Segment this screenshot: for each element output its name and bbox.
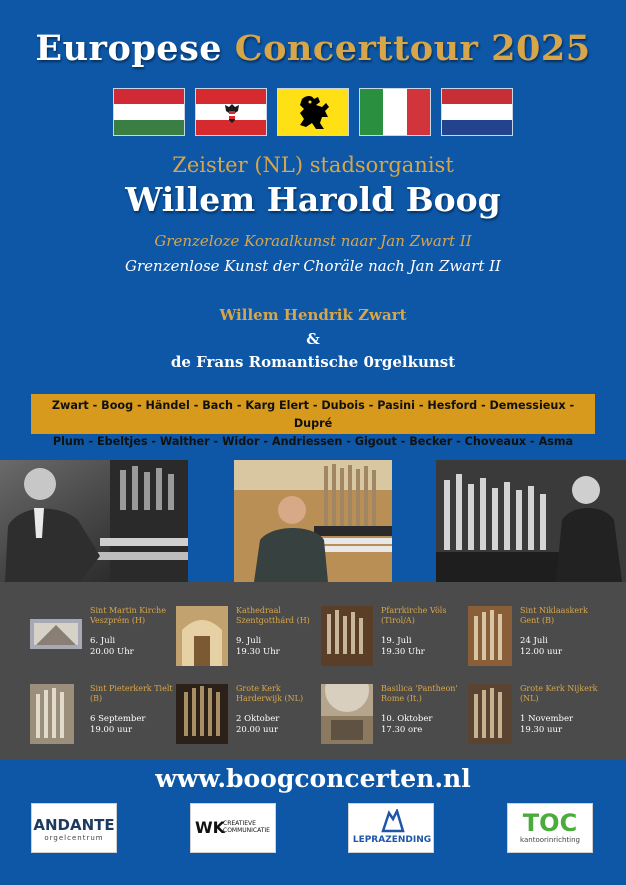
flags-row — [113, 88, 513, 136]
poster-title — [0, 28, 626, 69]
sponsor-logo-andante — [31, 803, 117, 853]
concert-venue: Sint Martin Kirche Veszprém (H) — [90, 606, 166, 625]
flag-italy-icon — [359, 88, 431, 136]
concert-venue: Sint Pieterkerk Tielt (B) — [90, 684, 173, 703]
composers-line-2: Plum - Ebeltjes - Walther - Widor - Andriessen - Gigout - Becker - Choveaux - Asma — [52, 435, 574, 448]
flag-netherlands-icon — [441, 88, 513, 136]
composers-line-1: Zwart - Boog - Händel - Bach - Karg Elert - Dubois - Pasini - Hesford - Demessieux - Dupré — [51, 399, 575, 430]
concert-time: 20.00 uur — [236, 725, 279, 735]
sponsor-sub: kantoorinrichting — [520, 836, 580, 844]
title-gold: Concerttour 2025 — [234, 28, 591, 69]
theme-line-1: Willem Hendrik Zwart — [219, 306, 407, 324]
venue-photo-icon — [321, 606, 373, 662]
photo-organist-console — [234, 460, 392, 582]
concert-venue: Sint Niklaaskerk Gent (B) — [520, 606, 588, 625]
sponsor-name: ANDANTE — [33, 816, 115, 834]
sponsor-logo-leprazending — [348, 803, 434, 853]
concert-venue: Grote Kerk Harderwijk (NL) — [236, 684, 304, 703]
photo-organist-pipes — [436, 460, 626, 582]
sponsor-sub: CREATIEVE COMMUNICATIE — [223, 820, 270, 834]
venue-photo-icon — [468, 684, 520, 740]
program-title-de: Grenzenlose Kunst der Choräle nach Jan Zwart II — [125, 257, 501, 275]
sponsor-sub: orgelcentrum — [44, 834, 104, 842]
program-title-nl: Grenzeloze Koraalkunst naar Jan Zwart II — [154, 232, 472, 250]
concert-venue: Pfarrkirche Völs (Tirol/A) — [381, 606, 447, 625]
composers-banner — [31, 394, 595, 448]
venue-photo-icon — [176, 606, 228, 662]
concert-venue: Basilica 'Pantheon' Rome (It.) — [381, 684, 458, 703]
concert-date: 1 November — [520, 714, 574, 724]
sponsor-name: LEPRAZENDING — [352, 835, 432, 845]
concert-date: 24 Juli — [520, 636, 548, 646]
venue-photo-icon — [30, 606, 82, 662]
concert-venue: Grote Kerk Nijkerk (NL) — [520, 684, 598, 703]
website-link[interactable]: www.boogconcerten.nl — [155, 764, 471, 793]
concert-time: 19.30 uur — [520, 725, 563, 735]
venue-photo-icon — [468, 606, 520, 662]
concert-date: 6 September — [90, 714, 146, 724]
organist-name: Willem Harold Boog — [125, 180, 501, 219]
organist-subtitle: Zeister (NL) stadsorganist — [172, 153, 454, 177]
flag-austria-icon — [195, 88, 267, 136]
concert-date: 6. Juli — [90, 636, 116, 646]
venue-photo-icon — [321, 684, 373, 740]
leprazending-icon — [379, 809, 405, 833]
venue-photo-icon — [30, 684, 82, 740]
concert-time: 19.30 Uhr — [381, 647, 425, 657]
theme-ampersand: & — [306, 330, 320, 348]
sponsor-name: TOC — [522, 809, 578, 837]
concert-time: 12.00 uur — [520, 647, 563, 657]
concert-date: 9. Juli — [236, 636, 262, 646]
photo-organist-historic — [0, 460, 188, 582]
venue-photo-icon — [176, 684, 228, 740]
concert-date: 2 Oktober — [236, 714, 280, 724]
sponsor-logo-wk — [190, 803, 276, 853]
theme-line-2: de Frans Romantische 0rgelkunst — [170, 353, 456, 371]
sponsor-logo-toc — [507, 803, 593, 853]
flag-hungary-icon — [113, 88, 185, 136]
sponsor-name: WK — [195, 818, 226, 837]
title-white: Europese — [35, 28, 223, 69]
concert-time: 17.30 ore — [381, 725, 423, 735]
concert-time: 20.00 Uhr — [90, 647, 134, 657]
concert-time: 19.00 uur — [90, 725, 133, 735]
concert-venue: Kathedraal Szentgotthárd (H) — [236, 606, 310, 625]
concert-date: 10. Oktober — [381, 714, 433, 724]
concert-time: 19.30 Uhr — [236, 647, 280, 657]
concert-date: 19. Juli — [381, 636, 412, 646]
flag-flanders-icon — [277, 88, 349, 136]
